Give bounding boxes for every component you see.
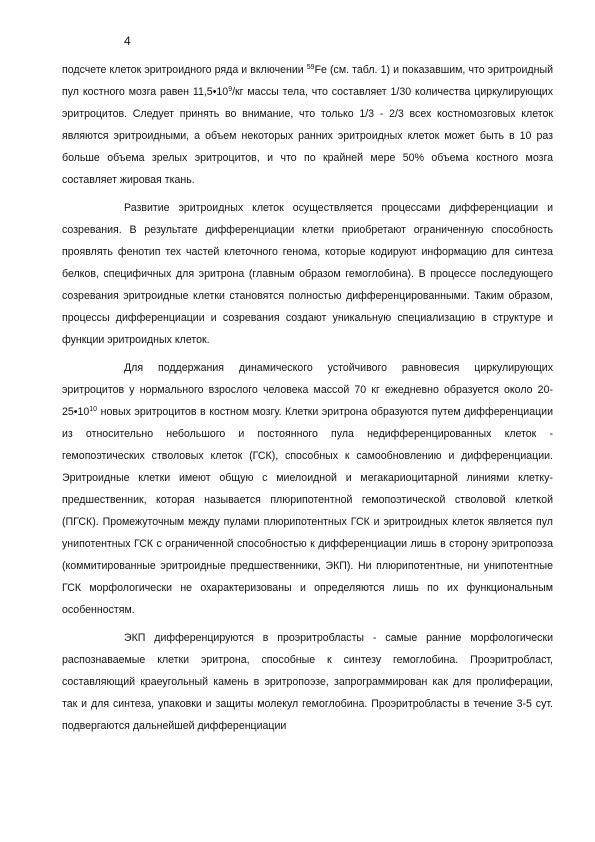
paragraph-text: Fe (см. табл. 1) и показавшим, что эритроидный пул костного мозга равен 11,5•10 <box>62 64 553 98</box>
paragraph <box>62 197 553 351</box>
paragraph <box>62 59 553 191</box>
paragraph <box>62 357 553 621</box>
paragraph-text: Для поддержания динамического устойчивого равновесия циркулирующих эритроцитов у нормального взрослого человека массой 70 кг ежедневно образуется около 20-25•10 <box>62 362 553 418</box>
body-text <box>62 59 553 737</box>
paragraph-text: ЭКП дифференцируются в проэритробласты - самые ранние морфологически распознаваемые клетки эритрона, способные к синтезу гемоглобина. Проэритробласт, составляющий краеугольный камень в эритропоэзе, запрограммирован как для пролиферации, так и для синтеза, упаковки и защиты молекул гемоглобина. Проэритробласты в течение 3-5 сут. подвергаются дальнейшей дифференциации <box>62 632 553 732</box>
paragraph-text: новых эритроцитов в костном мозгу. Клетки эритрона образуются путем дифференциации из относительно небольшого и постоянного пула недифференцированных клеток - гемопоэтических стволовых клеток (ГСК), способных к самообновлению и дифференциации. Эритроидные клетки имеют общую с миелоидной и мегакариоцитарной линиями клетку-предшественник, которая называется плюрипотентной гемопоэтической стволовой клеткой (ПГСК). Промежуточным между пулами плюрипотентных ГСК и эритроидных клеток является пул унипотентных ГСК с ограниченной способностью к дифференциации лишь в сторону эритропоэза (коммитированные эритроидные предшественники, ЭКП). Ни плюрипотентные, ни унипотентные ГСК морфологически не охарактеризованы и определяются лишь по их функциональным особенностям. <box>62 406 553 616</box>
paragraph-text: /кг массы тела, что составляет 1/30 количества циркулирующих эритроцитов. Следует принять во внимание, что только 1/3 - 2/3 всех костномозговых клеток являются эритроидными, а объем некоторых ранних эритроидных клеток может быть в 10 раз больше объема зрелых эритроцитов, и что по крайней мере 50% объема костного мозга составляет жировая ткань. <box>62 86 553 186</box>
paragraph-text: Развитие эритроидных клеток осуществляется процессами дифференциации и созревания. В результате дифференциации клетки приобретают ограниченную способность проявлять фенотип тех частей клеточного генома, которые кодируют информацию для синтеза белков, специфичных для эритрона (главным образом гемоглобина). В процессе последующего созревания эритроидные клетки становятся полностью дифференцированными. Таким образом, процессы дифференциации и созревания создают уникальную специализацию в структуре и функции эритроидных клеток. <box>62 202 553 346</box>
superscript: 9 <box>228 86 233 93</box>
page-number: 4 <box>124 34 131 48</box>
superscript: 10 <box>89 406 98 413</box>
paragraph <box>62 627 553 737</box>
superscript: 59 <box>306 64 315 71</box>
paragraph-text: подсчете клеток эритроидного ряда и включении <box>62 64 307 76</box>
